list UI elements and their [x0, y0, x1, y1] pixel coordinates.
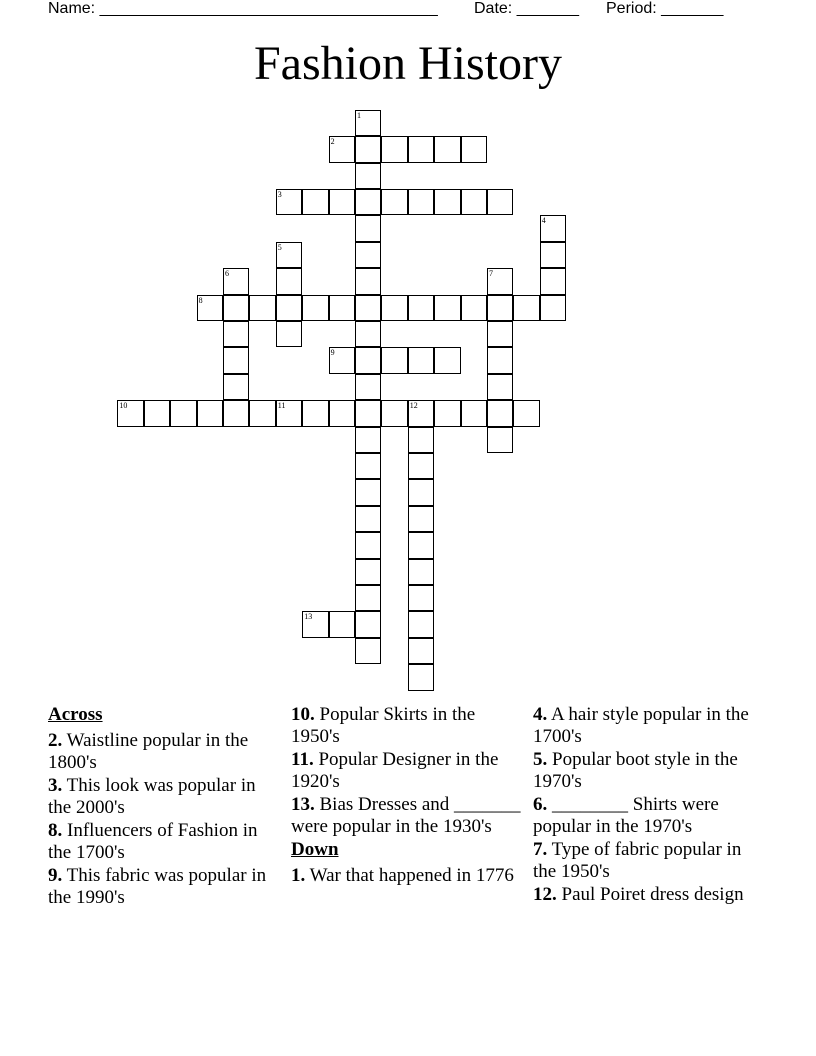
date-field-label[interactable]: Date: _______ [474, 0, 579, 17]
crossword-cell[interactable] [487, 295, 513, 321]
clue-number: 7. [533, 839, 548, 860]
clue-text: Popular Designer in the 1920's [291, 749, 499, 792]
clue-number: 3. [48, 775, 63, 796]
crossword-cell[interactable] [355, 215, 381, 241]
crossword-cell[interactable] [223, 347, 249, 373]
clue-text: Bias Dresses and _______ were popular in the 1930's [291, 794, 521, 837]
crossword-cell[interactable] [408, 559, 434, 585]
clue-text: This look was popular in the 2000's [48, 775, 256, 818]
crossword-cell[interactable] [355, 110, 381, 136]
down-heading: Down [291, 839, 339, 860]
crossword-cell[interactable] [540, 295, 566, 321]
clue-down-12 [533, 884, 765, 906]
crossword-cell[interactable] [329, 400, 355, 426]
clue-number: 4. [533, 704, 548, 725]
clue-text: Popular Skirts in the 1950's [291, 704, 476, 747]
clue-text: Type of fabric popular in the 1950's [533, 839, 742, 882]
crossword-cell[interactable] [249, 295, 275, 321]
crossword-cell[interactable] [302, 189, 328, 215]
crossword-cell[interactable] [487, 189, 513, 215]
clue-number-label: 9 [330, 348, 335, 358]
crossword-cell[interactable] [329, 136, 355, 162]
page-title: Fashion History [253, 37, 562, 90]
crossword-cell[interactable] [144, 400, 170, 426]
crossword-cell[interactable] [329, 295, 355, 321]
clue-number: 9. [48, 865, 63, 886]
clue-number-label: 3 [277, 190, 282, 199]
clue-across-13 [291, 794, 523, 838]
clue-text: Waistline popular in the 1800's [48, 730, 249, 773]
crossword-cell[interactable] [434, 347, 460, 373]
crossword-cell[interactable] [355, 163, 381, 189]
clue-number-label: 10 [119, 401, 128, 411]
crossword-cell[interactable] [487, 321, 513, 347]
clue-across-3 [48, 775, 280, 819]
clue-across-2 [48, 730, 280, 774]
clue-number: 5. [533, 749, 548, 770]
clues-column-2 [291, 704, 523, 888]
crossword-cell[interactable] [355, 559, 381, 585]
clue-text: A hair style popular in the 1700's [533, 704, 749, 747]
crossword-cell[interactable] [197, 295, 223, 321]
crossword-cell[interactable] [355, 268, 381, 294]
crossword-cell[interactable] [302, 295, 328, 321]
clue-number-label: 5 [277, 242, 282, 252]
crossword-cell[interactable] [223, 400, 249, 426]
crossword-cell[interactable] [408, 664, 434, 690]
crossword-cell[interactable] [461, 295, 487, 321]
crossword-cell[interactable] [408, 189, 434, 215]
crossword-cell[interactable] [487, 268, 513, 294]
crossword-cell[interactable] [223, 374, 249, 400]
clue-down-4 [533, 704, 765, 748]
crossword-cell[interactable] [355, 242, 381, 268]
crossword-cell[interactable] [355, 638, 381, 664]
clue-number-label: 8 [198, 295, 203, 305]
crossword-cell[interactable] [170, 400, 196, 426]
crossword-cell[interactable] [381, 136, 407, 162]
clue-down-6 [533, 794, 765, 838]
crossword-cell[interactable] [434, 189, 460, 215]
crossword-cell[interactable] [381, 295, 407, 321]
crossword-cell[interactable] [355, 611, 381, 637]
crossword-cell[interactable] [540, 215, 566, 241]
clue-down-1 [291, 865, 523, 887]
clue-across-10 [291, 704, 523, 748]
clue-text: War that happened in 1776 [309, 865, 514, 886]
clue-number: 6. [533, 794, 548, 815]
crossword-cell[interactable] [408, 427, 434, 453]
crossword-cell[interactable] [223, 295, 249, 321]
clue-down-7 [533, 839, 765, 883]
crossword-cell[interactable] [540, 268, 566, 294]
clue-number: 1. [291, 865, 306, 886]
clue-text: ________ Shirts were popular in the 1970's [533, 794, 719, 837]
crossword-cell[interactable] [276, 321, 302, 347]
crossword-cell[interactable] [461, 189, 487, 215]
crossword-cell[interactable] [355, 427, 381, 453]
clue-number-label: 7 [489, 269, 493, 279]
crossword-cell[interactable] [302, 400, 328, 426]
crossword-cell[interactable] [329, 347, 355, 373]
name-field-label[interactable]: Name: ______________________________________ [48, 0, 438, 17]
crossword-cell[interactable] [355, 189, 381, 215]
clue-text: Popular boot style in the 1970's [533, 749, 738, 792]
across-heading: Across [48, 704, 103, 725]
crossword-cell[interactable] [513, 295, 539, 321]
crossword-cell[interactable] [355, 295, 381, 321]
crossword-cell[interactable] [302, 611, 328, 637]
crossword-cell[interactable] [461, 136, 487, 162]
crossword-cell[interactable] [329, 189, 355, 215]
clues-column-1 [48, 704, 280, 910]
crossword-cell[interactable] [540, 242, 566, 268]
crossword-cell[interactable] [434, 136, 460, 162]
crossword-cell[interactable] [355, 347, 381, 373]
crossword-cell[interactable] [487, 400, 513, 426]
crossword-cell[interactable] [249, 400, 275, 426]
clue-number-label: 12 [409, 401, 418, 411]
crossword-cell[interactable] [276, 242, 302, 268]
crossword-cell[interactable] [355, 400, 381, 426]
crossword-cell[interactable] [355, 136, 381, 162]
crossword-cell[interactable] [276, 189, 302, 215]
crossword-cell[interactable] [408, 611, 434, 637]
clue-number-label: 6 [225, 269, 229, 279]
crossword-cell[interactable] [355, 532, 381, 558]
crossword-cell[interactable] [355, 506, 381, 532]
crossword-cell[interactable] [223, 268, 249, 294]
crossword-cell[interactable] [434, 295, 460, 321]
clue-number-label: 13 [304, 612, 313, 622]
crossword-cell[interactable] [117, 400, 143, 426]
clue-text: Paul Poiret dress design [561, 884, 744, 905]
clue-number: 8. [48, 820, 63, 841]
crossword-cell[interactable] [223, 321, 249, 347]
crossword-cell[interactable] [355, 479, 381, 505]
crossword-cell[interactable] [381, 189, 407, 215]
crossword-cell[interactable] [408, 638, 434, 664]
crossword-cell[interactable] [276, 295, 302, 321]
clue-number: 11. [291, 749, 314, 770]
clue-number: 12. [533, 884, 557, 905]
crossword-cell[interactable] [355, 585, 381, 611]
clue-number-label: 2 [330, 137, 335, 147]
clue-across-8 [48, 820, 280, 864]
crossword-cell[interactable] [276, 400, 302, 426]
clue-number-label: 1 [357, 110, 361, 120]
period-field-label[interactable]: Period: _______ [606, 0, 724, 17]
crossword-cell[interactable] [355, 453, 381, 479]
crossword-cell[interactable] [408, 136, 434, 162]
crossword-cell[interactable] [408, 453, 434, 479]
clue-number: 13. [291, 794, 315, 815]
crossword-cell[interactable] [408, 585, 434, 611]
crossword-cell[interactable] [355, 374, 381, 400]
crossword-cell[interactable] [408, 400, 434, 426]
crossword-cell[interactable] [487, 347, 513, 373]
clue-text: Influencers of Fashion in the 1700's [48, 820, 258, 863]
crossword-cell[interactable] [276, 268, 302, 294]
crossword-cell[interactable] [408, 532, 434, 558]
crossword-cell[interactable] [381, 347, 407, 373]
crossword-cell[interactable] [487, 374, 513, 400]
crossword-cell[interactable] [434, 400, 460, 426]
clues-column-3 [533, 704, 765, 907]
crossword-cell[interactable] [408, 295, 434, 321]
crossword-cell[interactable] [487, 427, 513, 453]
crossword-cell[interactable] [408, 506, 434, 532]
crossword-cell[interactable] [355, 321, 381, 347]
clue-down-5 [533, 749, 765, 793]
crossword-cell[interactable] [329, 611, 355, 637]
crossword-cell[interactable] [461, 400, 487, 426]
crossword-cell[interactable] [513, 400, 539, 426]
clue-across-9 [48, 865, 280, 909]
clue-text: This fabric was popular in the 1990's [48, 865, 267, 908]
crossword-cell[interactable] [381, 400, 407, 426]
crossword-cell[interactable] [408, 479, 434, 505]
student-info-header [48, 0, 768, 20]
clue-number: 10. [291, 704, 315, 725]
crossword-cell[interactable] [408, 347, 434, 373]
clue-number-label: 4 [541, 216, 546, 226]
clue-number: 2. [48, 730, 63, 751]
clue-across-11 [291, 749, 523, 793]
clue-number-label: 11 [277, 401, 286, 411]
crossword-cell[interactable] [197, 400, 223, 426]
